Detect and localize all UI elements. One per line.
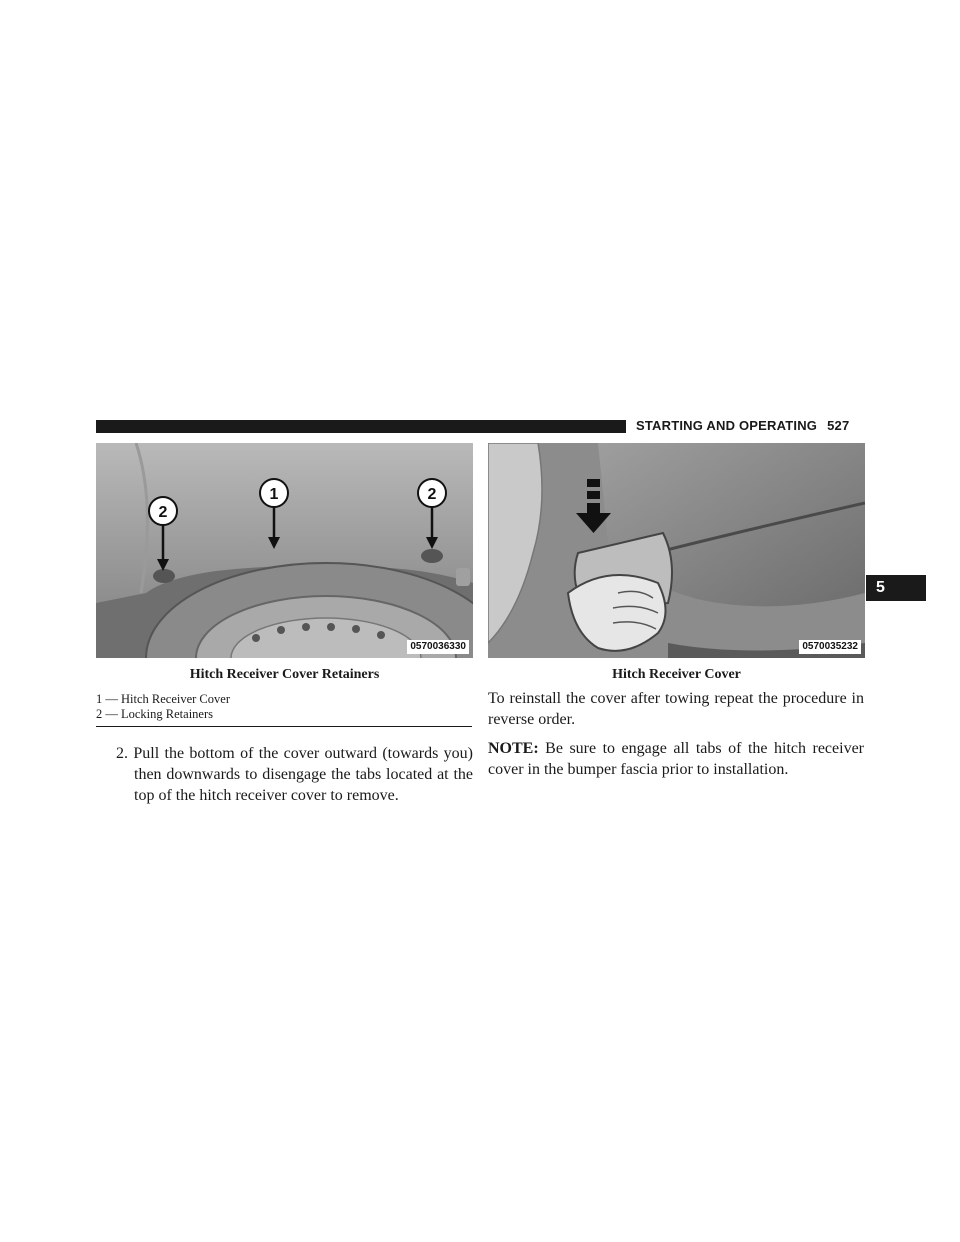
figure-caption: Hitch Receiver Cover Retainers	[189, 667, 380, 682]
section-title: STARTING AND OPERATING	[636, 418, 818, 433]
figure-code: 0570036330	[407, 640, 469, 654]
procedure-step-2: 2. Pull the bottom of the cover outward (towards you) then downwards to disengage the tabs located at the top of the hitch receiver cover to remove.	[116, 745, 473, 804]
reinstall-paragraph: To reinstall the cover after towing repeat the procedure in reverse order.	[488, 690, 864, 728]
figure-hitch-cover	[488, 443, 865, 658]
note-paragraph	[488, 738, 864, 780]
running-header	[636, 418, 864, 433]
figure-caption: Hitch Receiver Cover	[612, 667, 741, 682]
note-label: NOTE:	[488, 740, 539, 757]
callout-label: 1	[269, 486, 279, 503]
chapter-tab: 5	[866, 575, 926, 601]
header-rule	[96, 420, 626, 433]
callout-label: 2	[427, 486, 437, 503]
legend-item: 2 — Locking Retainers	[96, 707, 213, 721]
figure-illustration	[96, 443, 473, 658]
figure-code: 0570035232	[799, 640, 861, 654]
legend-item: 1 — Hitch Receiver Cover	[96, 692, 230, 706]
figure-legend	[96, 692, 472, 727]
figure-hitch-cover-retainers	[96, 443, 473, 658]
note-text: Be sure to engage all tabs of the hitch receiver cover in the bumper fascia prior to installation.	[488, 740, 864, 778]
figure-illustration	[488, 443, 865, 658]
callout-label: 2	[158, 504, 168, 521]
page-number: 527	[827, 418, 850, 433]
